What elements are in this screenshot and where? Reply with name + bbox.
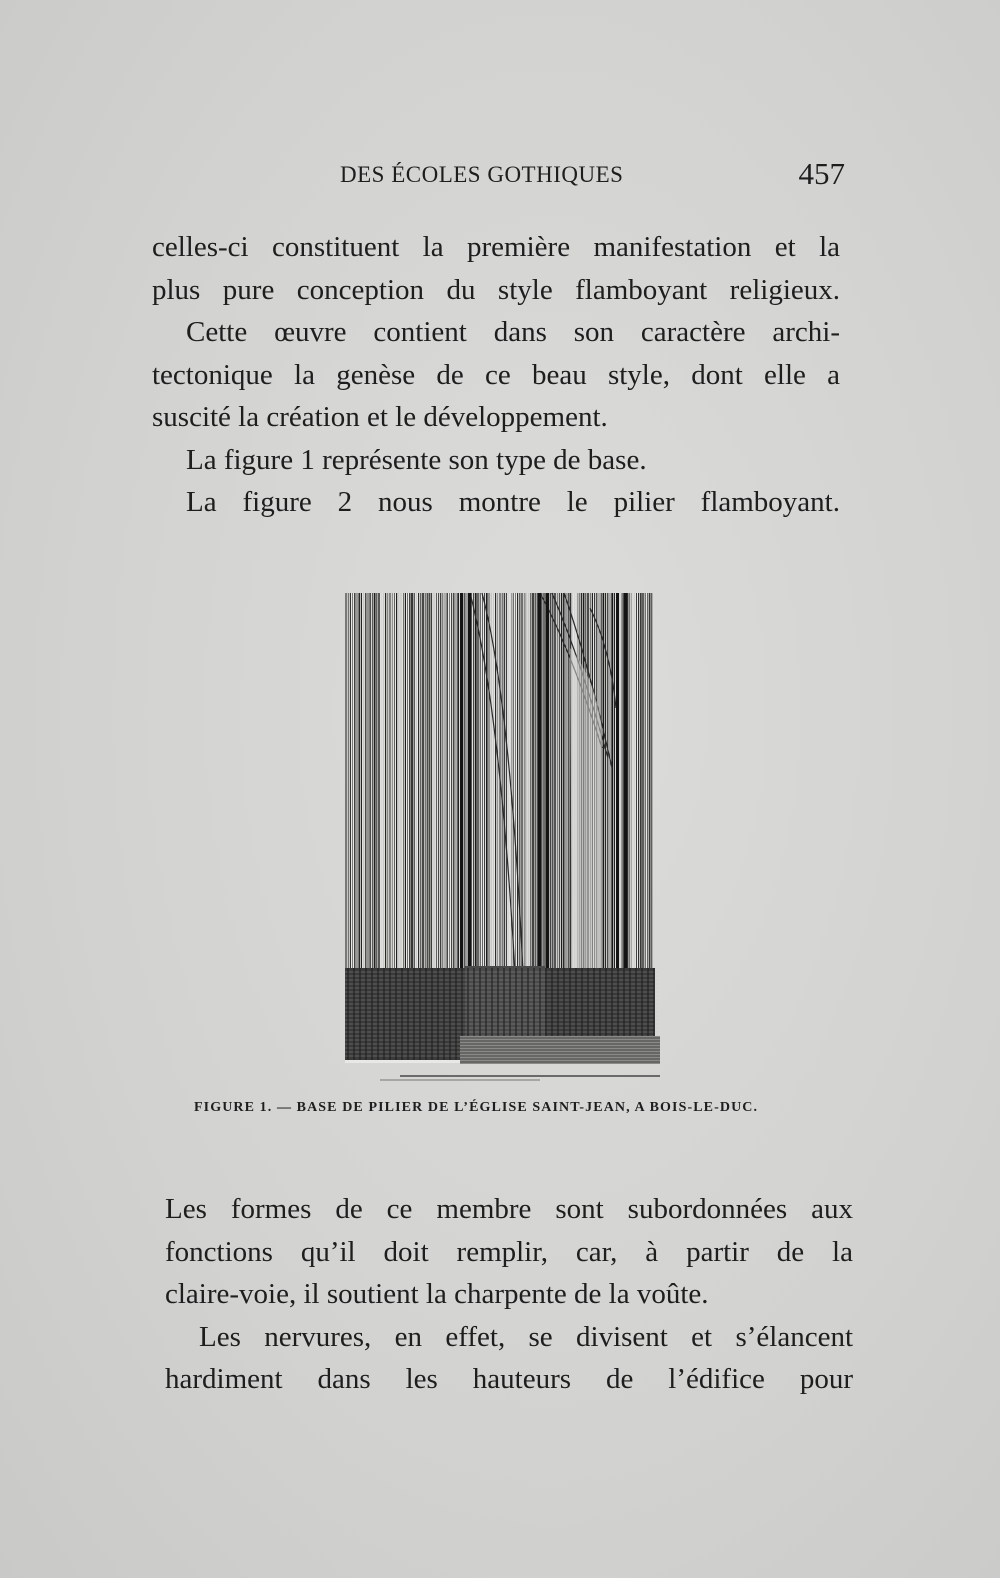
text-line: fonctions qu’il doit remplir, car, à partir de la <box>165 1235 853 1268</box>
text-line: La figure 2 nous montre le pilier flamboyant. <box>186 486 840 518</box>
page-number: 457 <box>798 156 845 191</box>
running-title: DES ÉCOLES GOTHIQUES <box>340 162 624 187</box>
text-line: Cette œuvre contient dans son caractère archi- <box>186 316 840 348</box>
text-line: hardiment dans les hauteurs de l’édifice pour <box>165 1363 853 1395</box>
text-line: Les nervures, en effet, se divisent et s’élancent <box>199 1320 853 1353</box>
text-line: tectonique la genèse de ce beau style, dont elle a <box>152 358 840 391</box>
text-line: claire-voie, il soutient la charpente de la voûte. <box>165 1278 709 1310</box>
body-text-top <box>152 226 840 524</box>
text-line: La figure 1 représente son type de base. <box>186 443 647 476</box>
text-line: suscité la création et le développement. <box>152 401 608 433</box>
figure-caption: FIGURE 1. — BASE DE PILIER DE L’ÉGLISE SAINT-JEAN, A BOIS-LE-DUC. <box>194 1100 759 1115</box>
text-line: Les formes de ce membre sont subordonnées aux <box>165 1193 853 1225</box>
body-text-bottom <box>165 1188 853 1401</box>
text-line: celles-ci constituent la première manifestation et la <box>152 231 840 263</box>
pillar-base-engraving <box>340 588 665 1083</box>
figure-engraving <box>340 588 665 1083</box>
text-line: plus pure conception du style flamboyant religieux. <box>152 273 840 306</box>
running-head <box>150 156 845 196</box>
